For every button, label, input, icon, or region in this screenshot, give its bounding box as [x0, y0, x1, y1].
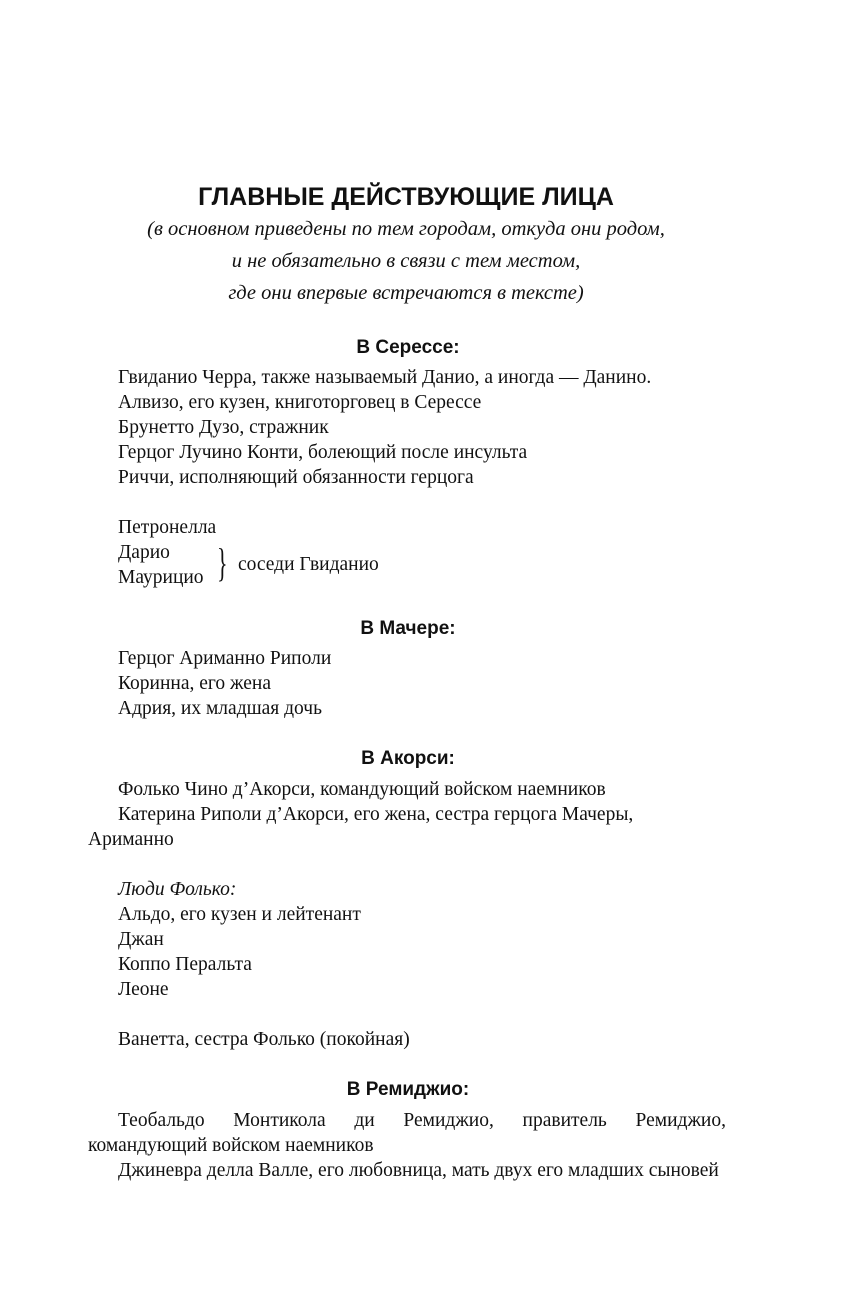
character-line: Адрия, их младшая дочь	[118, 698, 322, 719]
neighbors-label: соседи Гвиданио	[238, 554, 379, 575]
character-line: Фолько Чино д’Акорси, командующий войском наемников	[118, 779, 606, 800]
subtitle-line-2: и не обязательно в связи с тем местом,	[231, 250, 581, 272]
character-line: Риччи, исполняющий обязанности герцога	[118, 467, 474, 488]
character-line: Алвизо, его кузен, книготорговец в Серессе	[118, 392, 482, 413]
character-line: Герцог Лучино Конти, болеющий после инсульта	[118, 442, 528, 463]
character-line: Катерина Риполи д’Акорси, его жена, сестра герцога Мачеры,	[118, 804, 634, 825]
neighbors-brace: }	[217, 540, 228, 585]
neighbor-name: Маурицио	[118, 567, 204, 588]
men-label: Люди Фолько:	[118, 879, 237, 900]
character-line: Альдо, его кузен и лейтенант	[118, 904, 361, 925]
section-heading-machere: В Мачере:	[360, 618, 456, 639]
character-line: Леоне	[118, 979, 169, 1000]
character-line: Гвиданио Черра, также называемый Данио, а иногда — Данино.	[118, 367, 652, 388]
character-paragraph: Теобальдо Монтикола ди Ремиджио, правитель Ремиджио, командующий войском наемников	[88, 1110, 726, 1156]
character-line: Герцог Ариманно Риполи	[118, 648, 332, 669]
character-paragraph: Джиневра делла Валле, его любовница, мать двух его младших сыновей	[118, 1160, 719, 1181]
character-line: Джан	[118, 929, 164, 950]
neighbor-name: Дарио	[118, 542, 170, 563]
subtitle-line-1: (в основном приведены по тем городам, откуда они родом,	[147, 218, 665, 240]
subtitle-line-3: где они впервые встречаются в тексте)	[228, 282, 584, 304]
character-line: Коринна, его жена	[118, 673, 272, 694]
page-title: ГЛАВНЫЕ ДЕЙСТВУЮЩИЕ ЛИЦА	[198, 183, 614, 211]
character-line: Ванетта, сестра Фолько (покойная)	[118, 1029, 410, 1050]
section-heading-seresse: В Серессе:	[356, 337, 460, 358]
character-line-continuation: Ариманно	[88, 829, 174, 850]
neighbor-name: Петронелла	[118, 517, 217, 538]
character-line: Коппо Перальта	[118, 954, 252, 975]
section-heading-akorsi: В Акорси:	[361, 748, 455, 769]
section-heading-remigio: В Ремиджио:	[346, 1079, 470, 1100]
character-line: Брунетто Дузо, стражник	[118, 417, 329, 438]
